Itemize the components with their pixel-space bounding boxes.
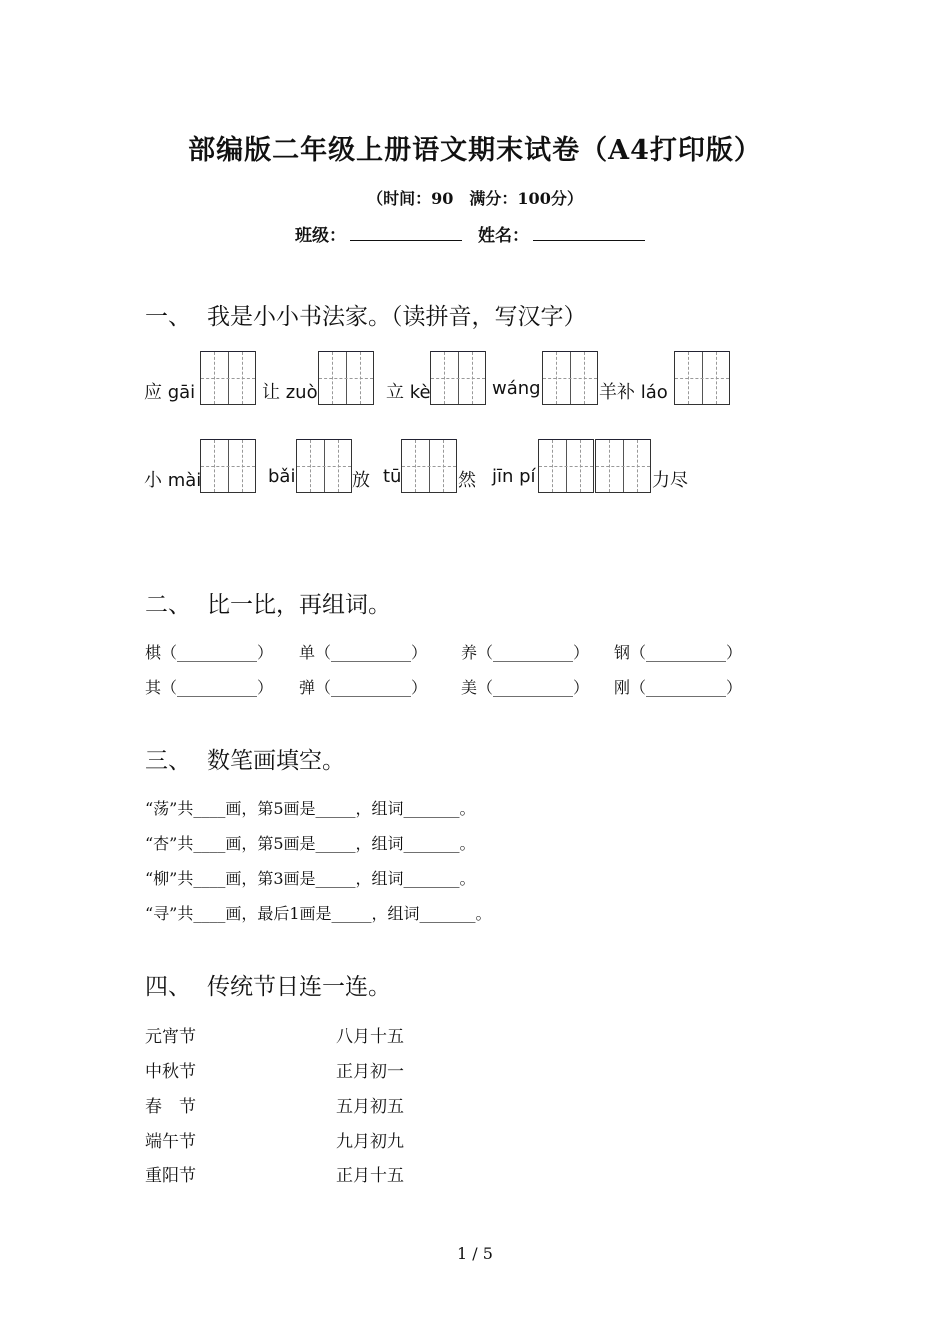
name-blank[interactable] [533, 224, 645, 241]
word-pair-item[interactable]: 钢（__________） [614, 643, 743, 662]
pinyin-prompt: wáng [492, 378, 541, 399]
writing-grid[interactable] [674, 351, 730, 405]
word-pair-item[interactable]: 弹（__________） [299, 678, 428, 697]
section-3-number: 三、 [145, 748, 191, 774]
festival-name[interactable]: 重阳节 [145, 1166, 196, 1186]
section-1-title: 我是小小书法家。（读拼音，写汉字） [207, 304, 587, 330]
section-4-heading [145, 968, 391, 1001]
section-4-number: 四、 [145, 974, 191, 1000]
writing-grid[interactable] [430, 351, 486, 405]
festival-date[interactable]: 正月十五 [336, 1166, 404, 1186]
pinyin-prompt: tū [383, 466, 402, 487]
festival-date[interactable]: 九月初九 [336, 1132, 404, 1152]
section-4-title: 传统节日连一连。 [207, 974, 391, 1000]
page-title: 部编版二年级上册语文期末试卷（A4打印版） [188, 135, 762, 166]
exam-time-score: （时间：90 满分：100分） [367, 189, 583, 208]
pinyin-prompt: 力尽 [652, 470, 688, 491]
section-3-title: 数笔画填空。 [207, 748, 345, 774]
class-blank[interactable] [350, 224, 462, 241]
word-pair-item[interactable]: 养（__________） [461, 643, 590, 662]
festival-name[interactable]: 中秋节 [145, 1062, 196, 1082]
page-number: 1 / 5 [457, 1244, 493, 1263]
word-pair-item[interactable]: 美（__________） [461, 678, 590, 697]
festival-date[interactable]: 八月十五 [336, 1027, 404, 1047]
section-1-heading [145, 298, 587, 331]
section-2-number: 二、 [145, 592, 191, 618]
stroke-question[interactable]: “杏”共____画，第5画是_____，组词_______。 [145, 834, 476, 853]
pinyin-prompt: 小 mài [144, 470, 202, 491]
class-label: 班级： [295, 226, 347, 246]
festival-date[interactable]: 五月初五 [336, 1097, 404, 1117]
writing-grid[interactable] [595, 439, 651, 493]
writing-grid[interactable] [401, 439, 457, 493]
writing-grid[interactable] [538, 439, 594, 493]
writing-grid[interactable] [318, 351, 374, 405]
pinyin-prompt: 立 kè [386, 382, 431, 403]
pinyin-prompt: 羊补 láo [599, 382, 668, 403]
festival-name[interactable]: 春 节 [145, 1097, 196, 1117]
pinyin-prompt: 让 zuò [262, 382, 318, 403]
writing-grid[interactable] [200, 351, 256, 405]
writing-grid[interactable] [296, 439, 352, 493]
writing-grid[interactable] [542, 351, 598, 405]
festival-name[interactable]: 端午节 [145, 1132, 196, 1152]
section-3-heading [145, 742, 345, 775]
section-2-heading [145, 586, 391, 619]
pinyin-prompt: bǎi [268, 466, 296, 487]
class-name-line [0, 221, 950, 246]
pinyin-prompt: 然 [458, 470, 476, 491]
writing-grid[interactable] [200, 439, 256, 493]
pinyin-prompt: jīn pí [492, 466, 536, 487]
pinyin-prompt: 放 [352, 470, 370, 491]
pinyin-prompt: 应 gāi [144, 382, 196, 403]
section-2-title: 比一比，再组词。 [207, 592, 391, 618]
word-pair-item[interactable]: 刚（__________） [614, 678, 743, 697]
festival-date[interactable]: 正月初一 [336, 1062, 404, 1082]
word-pair-item[interactable]: 单（__________） [299, 643, 428, 662]
stroke-question[interactable]: “柳”共____画，第3画是_____，组词_______。 [145, 869, 476, 888]
section-1-number: 一、 [145, 304, 191, 330]
festival-name[interactable]: 元宵节 [145, 1027, 196, 1047]
stroke-question[interactable]: “荡”共____画，第5画是_____，组词_______。 [145, 799, 476, 818]
name-label: 姓名： [477, 226, 529, 246]
stroke-question[interactable]: “寻”共____画，最后1画是_____，组词_______。 [145, 904, 492, 923]
word-pair-item[interactable]: 棋（__________） [145, 643, 274, 662]
word-pair-item[interactable]: 其（__________） [145, 678, 274, 697]
